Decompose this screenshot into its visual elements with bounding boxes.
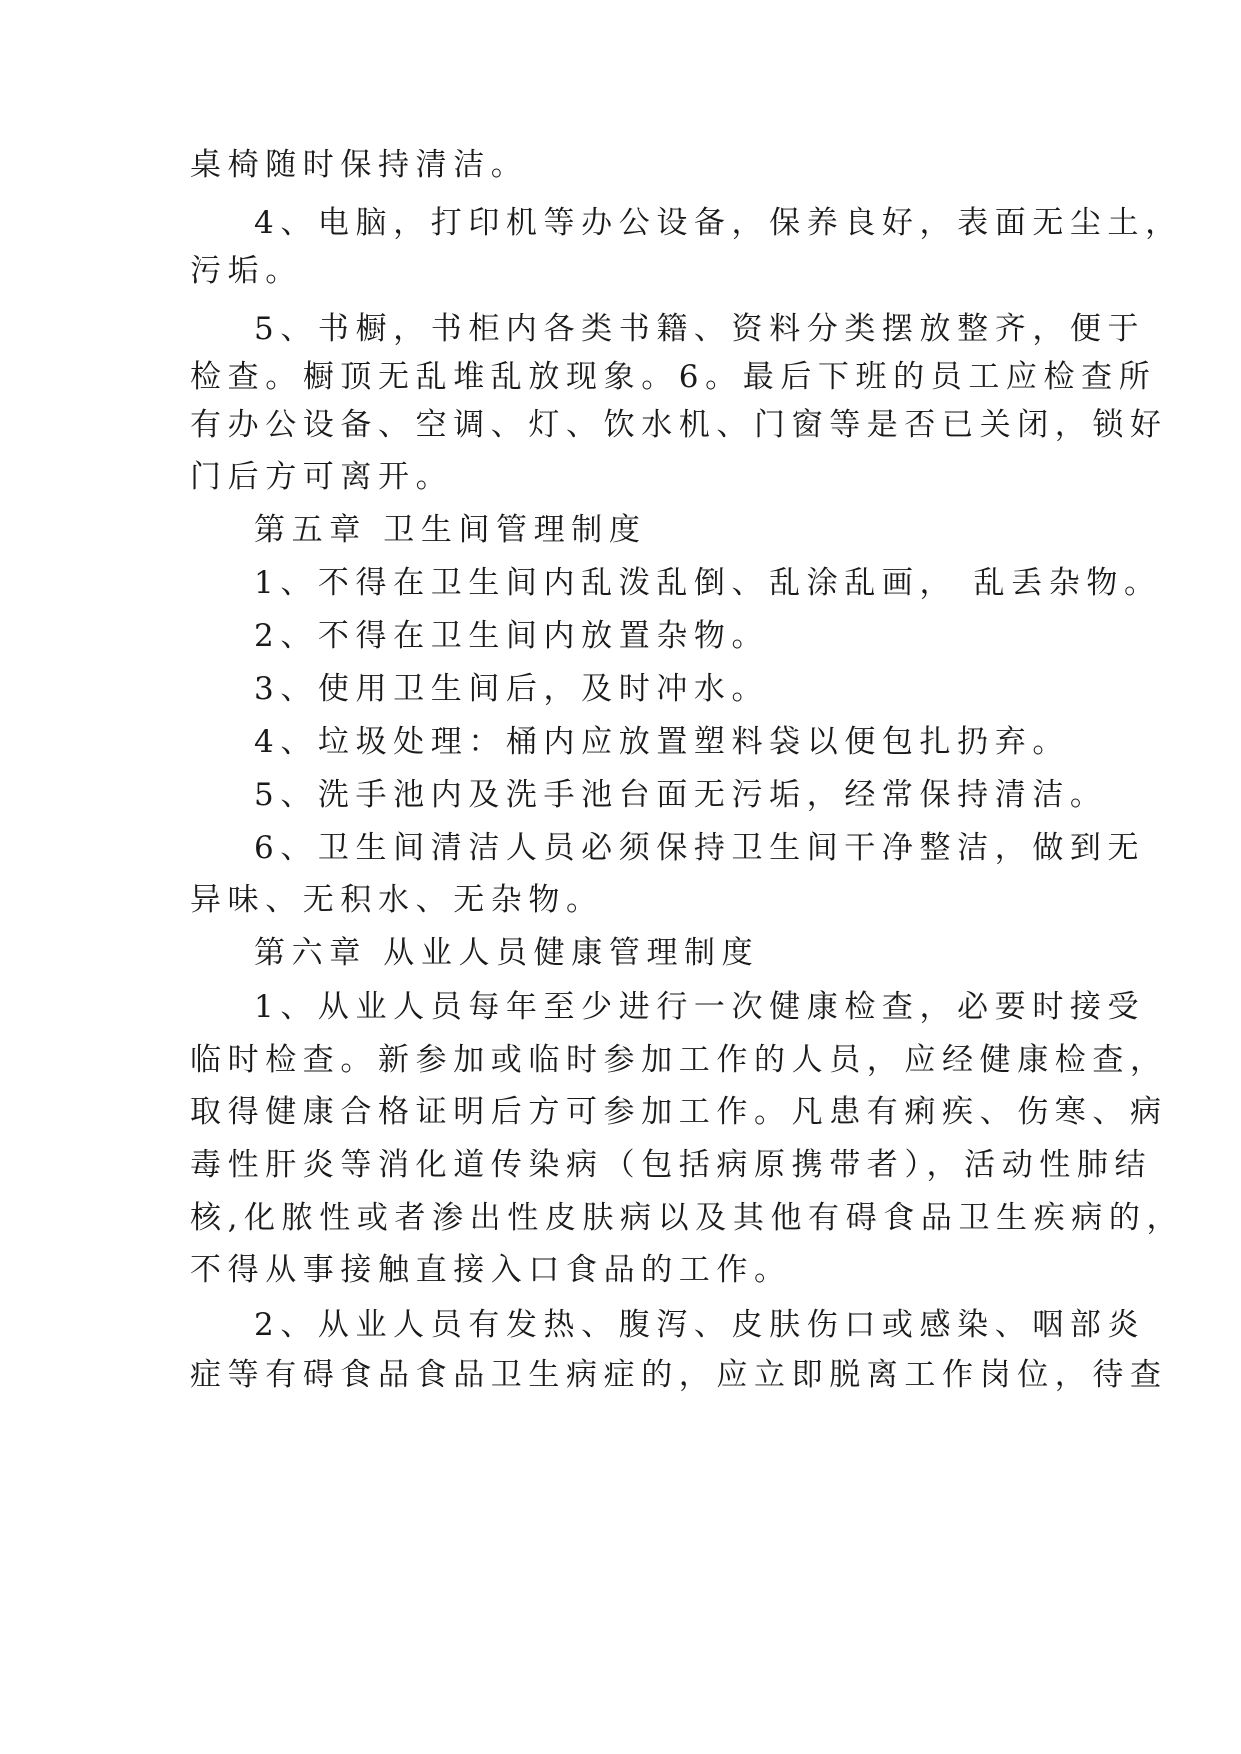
text-line-15: 异味、无积水、无杂物。 [190, 882, 604, 918]
text-line-21: 核,化脓性或者渗出性皮肤病以及其他有碍食品卫生疾病的， [190, 1200, 1185, 1236]
text-line-12: 4、垃圾处理：桶内应放置塑料袋以便包扎扔弃。 [254, 724, 1070, 760]
text-line-3: 污垢。 [190, 253, 303, 289]
text-line-20: 毒性肝炎等消化道传染病（包括病原携带者），活动性肺结 [190, 1147, 1153, 1183]
text-line-1: 桌椅随时保持清洁。 [190, 147, 529, 183]
text-line-4: 5、书橱，书柜内各类书籍、资料分类摆放整齐，便于 [254, 311, 1146, 347]
text-line-22: 不得从事接触直接入口食品的工作。 [190, 1252, 792, 1288]
text-line-2: 4、电脑，打印机等办公设备，保养良好，表面无尘土， [254, 205, 1183, 241]
text-line-5: 检查。橱顶无乱堆乱放现象。6。最后下班的员工应检查所 [190, 359, 1157, 395]
text-line-19: 取得健康合格证明后方可参加工作。凡患有痢疾、伤寒、病 [190, 1094, 1168, 1130]
text-line-11: 3、使用卫生间后，及时冲水。 [254, 671, 770, 707]
text-line-13: 5、洗手池内及洗手池台面无污垢，经常保持清洁。 [254, 777, 1108, 813]
text-line-9: 1、不得在卫生间内乱泼乱倒、乱涂乱画， 乱丢杂物。 [254, 565, 1162, 601]
text-line-24: 症等有碍食品食品卫生病症的，应立即脱离工作岗位，待查 [190, 1357, 1168, 1393]
text-line-23: 2、从业人员有发热、腹泻、皮肤伤口或感染、咽部炎 [254, 1307, 1146, 1343]
text-line-7: 门后方可离开。 [190, 459, 454, 495]
chapter-six-heading: 第六章 从业人员健康管理制度 [254, 935, 760, 971]
text-line-6: 有办公设备、空调、灯、饮水机、门窗等是否已关闭，锁好 [190, 407, 1168, 443]
chapter-five-heading: 第五章 卫生间管理制度 [254, 512, 647, 548]
text-line-10: 2、不得在卫生间内放置杂物。 [254, 618, 770, 654]
text-line-17: 1、从业人员每年至少进行一次健康检查，必要时接受 [254, 989, 1146, 1025]
text-line-18: 临时检查。新参加或临时参加工作的人员，应经健康检查， [190, 1042, 1168, 1078]
text-line-14: 6、卫生间清洁人员必须保持卫生间干净整洁，做到无 [254, 830, 1146, 866]
